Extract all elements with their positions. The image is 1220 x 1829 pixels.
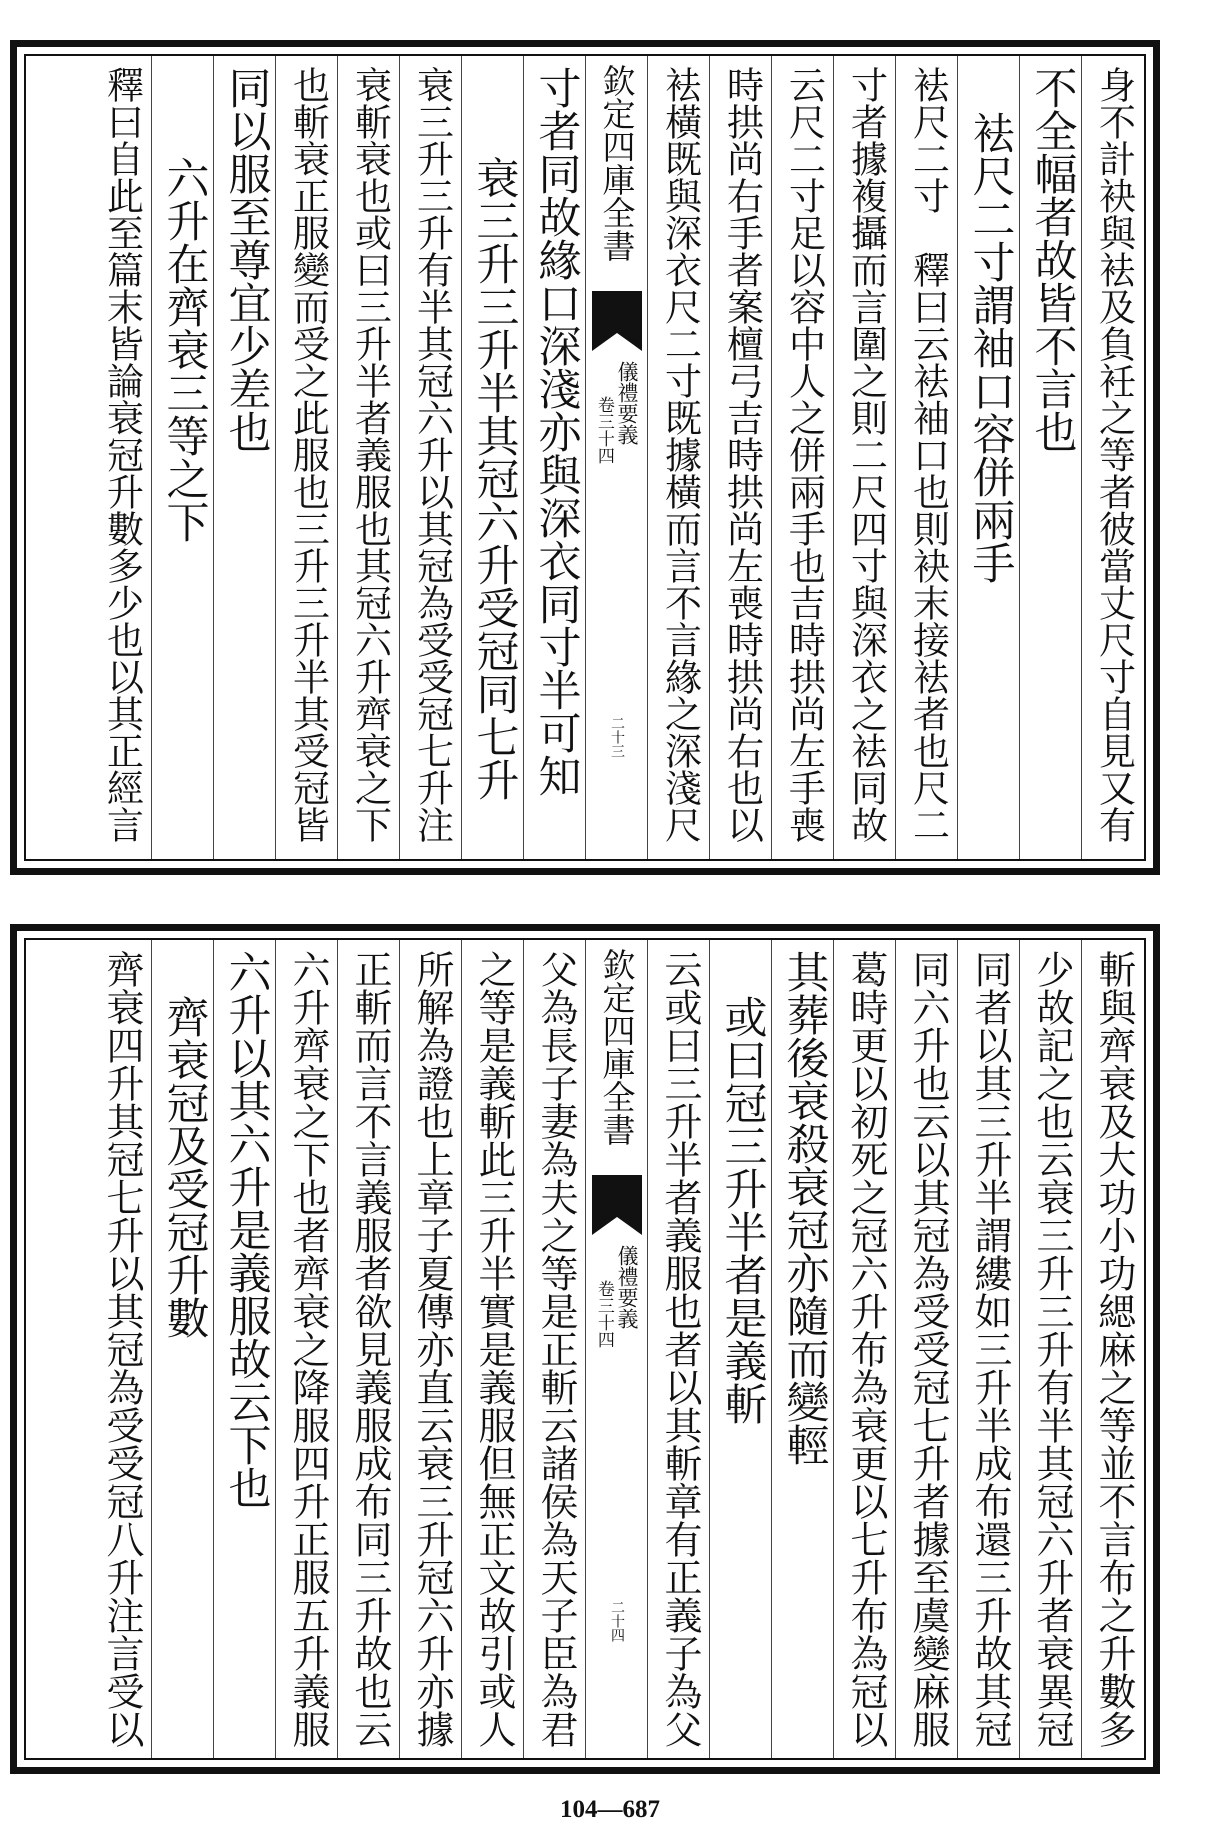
text-column xyxy=(898,56,958,859)
text-column xyxy=(402,940,462,1758)
column-text: 父為長子妻為夫之等是正斬云諸侯為天子臣為君 xyxy=(534,950,578,1748)
column-text: 其葬後衰殺衰冠亦隨而變輕 xyxy=(779,950,830,1466)
column-text: 斬與齊衰及大功小功緦麻之等並不言布之升數多 xyxy=(1092,950,1136,1748)
column-text: 也斬衰正服變而受之此服也三升三升半其受冠皆 xyxy=(286,66,330,843)
column-text: 時拱尚右手者案檀弓吉時拱尚左喪時拱尚右也以 xyxy=(720,66,764,843)
library-title: 欽定四庫全書 xyxy=(597,64,637,262)
book-title: 儀禮要義 xyxy=(615,1245,640,1329)
column-text: 少故記之也云衰三升三升有半其冠六升者衰異冠 xyxy=(1030,950,1074,1748)
text-column xyxy=(154,940,214,1758)
text-column xyxy=(340,940,400,1758)
center-fold xyxy=(586,940,648,1758)
text-column xyxy=(650,940,710,1758)
column-text: 云或曰三升半者義服也者以其斬章有正義子為父 xyxy=(658,950,702,1748)
upper-page xyxy=(10,40,1160,875)
text-column xyxy=(402,56,462,859)
column-text: 或曰冠三升半者是義斬 xyxy=(717,995,768,1425)
text-column xyxy=(1084,940,1144,1758)
column-text: 釋曰自此至篇末皆論衰冠升數多少也以其正經言 xyxy=(100,66,144,843)
column-text: 同以服至尊宜少差也 xyxy=(221,66,272,453)
page-footer-number: 104—687 xyxy=(560,1796,660,1823)
text-column xyxy=(712,56,772,859)
column-text: 齊衰四升其冠七升以其冠為受受冠八升注言受以 xyxy=(100,950,144,1748)
lower-page xyxy=(10,924,1160,1774)
fishtail-mark xyxy=(592,1175,642,1235)
column-text: 衰三升三升半其冠六升受冠同七升 xyxy=(469,156,520,801)
center-fold xyxy=(586,56,648,859)
column-text: 同六升也云以其冠為受受冠七升者據至虞變麻服 xyxy=(906,950,950,1748)
upper-page-text-area xyxy=(24,54,1146,861)
text-column xyxy=(836,940,896,1758)
book-title: 儀禮要義 xyxy=(615,361,640,445)
volume-number: 卷三十四 xyxy=(593,396,614,464)
column-text: 齊衰冠及受冠升數 xyxy=(159,995,210,1339)
library-title: 欽定四庫全書 xyxy=(597,948,637,1146)
column-text: 六升以其六升是義服故云下也 xyxy=(221,950,272,1509)
text-column xyxy=(278,940,338,1758)
text-column xyxy=(464,56,524,859)
text-column xyxy=(92,940,152,1758)
fishtail-mark xyxy=(592,291,642,351)
column-text: 之等是義斬此三升半實是義服但無正文故引或人 xyxy=(472,950,516,1748)
column-text: 袪尺二寸謂袖口容併兩手 xyxy=(965,111,1016,584)
column-text: 寸者同故緣口深淺亦與深衣同寸半可知 xyxy=(531,66,582,797)
text-column xyxy=(774,940,834,1758)
text-column xyxy=(1084,56,1144,859)
volume-number: 卷三十四 xyxy=(593,1280,614,1348)
column-text: 袪橫既與深衣尺二寸既據橫而言不言緣之深淺尺 xyxy=(658,66,702,843)
text-column xyxy=(712,940,772,1758)
text-column xyxy=(960,56,1020,859)
text-column xyxy=(1022,940,1082,1758)
column-text: 袪尺二寸 釋曰云袪袖口也則袂末接袪者也尺二 xyxy=(906,66,950,843)
text-column xyxy=(526,940,586,1758)
page-number: 二十四 xyxy=(609,1600,625,1642)
text-column xyxy=(216,56,276,859)
column-text: 同者以其三升半謂縷如三升半成布還三升故其冠 xyxy=(968,950,1012,1748)
column-text: 六升在齊衰三等之下 xyxy=(159,156,210,543)
column-text: 衰三升三升有半其冠六升以其冠為受受冠七升注 xyxy=(410,66,454,843)
column-text: 所解為證也上章子夏傳亦直云衰三升冠六升亦據 xyxy=(410,950,454,1748)
text-column xyxy=(278,56,338,859)
text-column xyxy=(216,940,276,1758)
column-text: 六升齊衰之下也者齊衰之降服四升正服五升義服 xyxy=(286,950,330,1748)
text-column xyxy=(1022,56,1082,859)
text-column xyxy=(154,56,214,859)
text-column xyxy=(650,56,710,859)
column-text: 正斬而言不言義服者欲見義服成布同三升故也云 xyxy=(348,950,392,1748)
column-text: 云尺二寸足以容中人之併兩手也吉時拱尚左手喪 xyxy=(782,66,826,843)
column-text: 身不計袂與袪及負衽之等者彼當丈尺寸自見又有 xyxy=(1092,66,1136,843)
column-text: 衰斬衰也或曰三升半者義服也其冠六升齊衰之下 xyxy=(348,66,392,843)
column-text: 寸者據複攝而言圍之則二尺四寸與深衣之袪同故 xyxy=(844,66,888,843)
text-column xyxy=(960,940,1020,1758)
page-number: 二十三 xyxy=(609,716,625,758)
column-text: 不全幅者故皆不言也 xyxy=(1027,66,1078,453)
text-column xyxy=(898,940,958,1758)
column-text: 葛時更以初死之冠六升布為衰更以七升布為冠以 xyxy=(844,950,888,1748)
text-column xyxy=(464,940,524,1758)
text-column xyxy=(836,56,896,859)
lower-page-text-area xyxy=(24,938,1146,1760)
text-column xyxy=(92,56,152,859)
text-column xyxy=(526,56,586,859)
text-column xyxy=(340,56,400,859)
text-column xyxy=(774,56,834,859)
